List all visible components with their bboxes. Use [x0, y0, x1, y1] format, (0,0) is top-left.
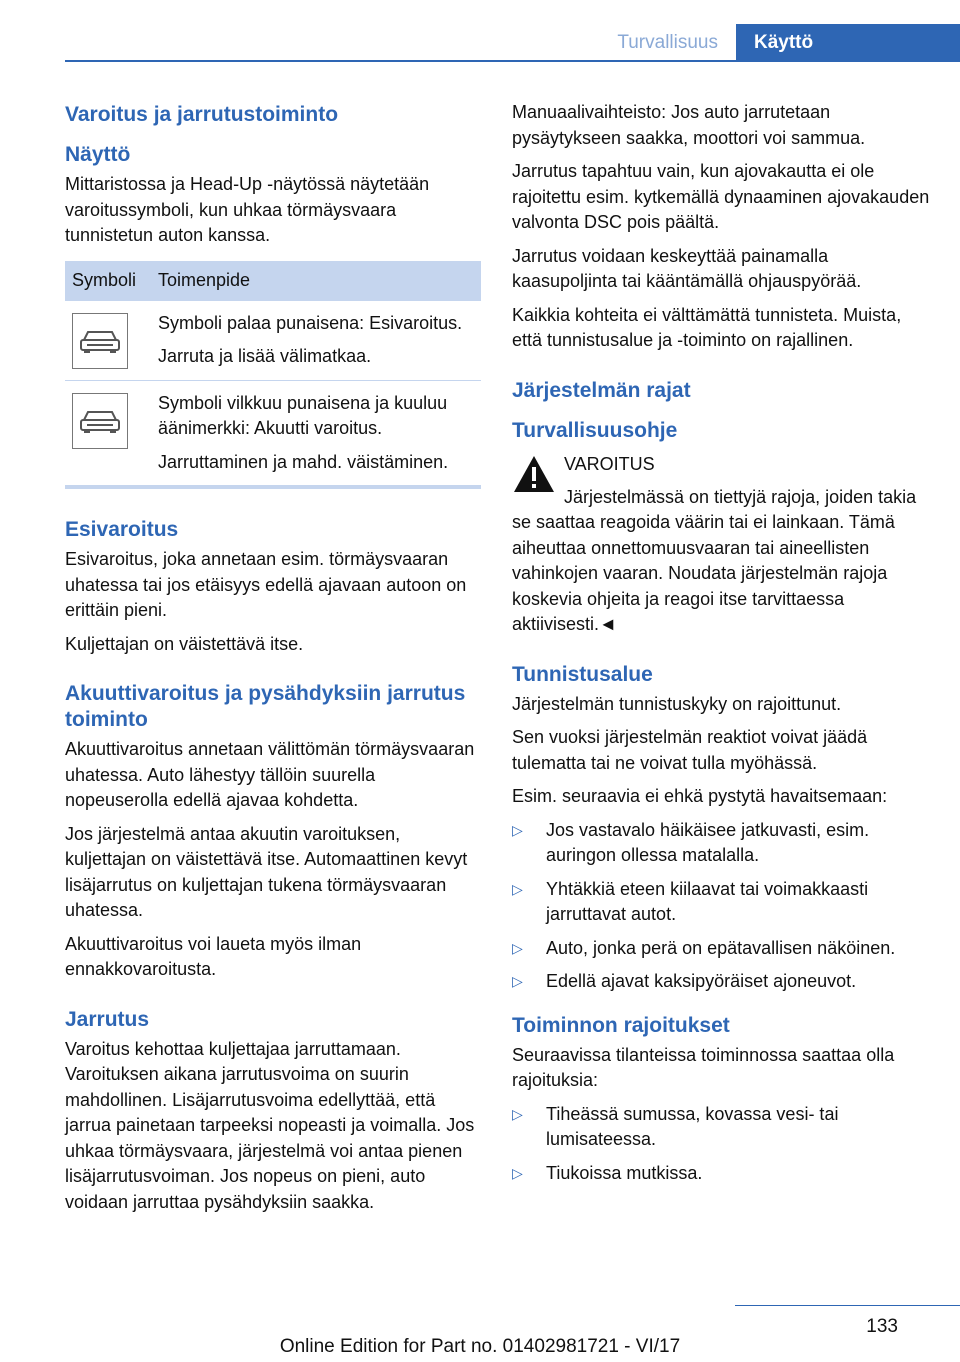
car-warning-icon — [72, 313, 128, 369]
tunnistusalue-p1: Järjestelmän tunnistuskyky on rajoittunut. — [512, 693, 842, 714]
footer-edition: Online Edition for Part no. 01402981721 - VI/17 — [279, 1336, 681, 1357]
akuutti-p3: Akuuttivaroitus voi laueta myös ilman ennakkovaroitusta. — [65, 933, 362, 979]
list-item: ▷ Tiukoissa mutkissa. — [512, 1161, 930, 1187]
right-p4: Kaikkia kohteita ei välttämättä tunnisteta. Muista, että tunnistusalue ja -toiminto on rajallinen. — [512, 304, 902, 350]
table-row-text: Symboli palaa punaisena: Esivaroitus. — [158, 312, 463, 333]
symbol-table — [65, 261, 481, 490]
left-column — [65, 100, 481, 1223]
table-header-action: Toimenpide — [151, 261, 481, 301]
list-item: ▷ Tiheässä sumussa, kovassa vesi- tai lumisateessa. — [512, 1103, 839, 1149]
tunnistusalue-p3: Esim. seuraavia ei ehkä pystytä havaitsemaan: — [512, 786, 888, 806]
bullet-arrow-icon: ▷ — [512, 1105, 523, 1122]
page-header — [65, 24, 960, 62]
esivaroitus-p1: Esivaroitus, joka annetaan esim. törmäysvaaran uhatessa tai jos etäisyys edellä ajavaan autoon on erittäin pieni. — [65, 549, 467, 620]
table-header-symbol: Symboli — [65, 261, 151, 301]
tunnistusalue-heading: Tunnistusalue — [512, 662, 653, 686]
naytto-heading: Näyttö — [65, 143, 131, 166]
esivaroitus-heading: Esivaroitus — [65, 518, 179, 541]
tunnistusalue-list — [512, 818, 930, 995]
jarrutus-p1: Varoitus kehottaa kuljettajaa jarruttamaan. Varoituksen aikana jarrutusvoima on suurin mahdollinen. Lisäjarrutusvoima edellyttää, että jarrua painetaan tarpeeksi nopeasti ja voimalla. Jos uhkaa törmäysvaara, järjestelmä voi antaa pienen lisäjarrutusvoiman. Jos nopeus on pieni, auto voidaan jarruttaa pysähdyksiin saakka. — [65, 1038, 475, 1212]
rajoitukset-list — [512, 1102, 930, 1187]
car-warning-icon — [72, 393, 128, 449]
jarrutus-heading: Jarrutus — [65, 1007, 150, 1031]
right-p1: Manuaalivaihteisto: Jos auto jarrutetaan pysäytykseen saakka, moottori voi sammua. — [512, 102, 866, 148]
bullet-arrow-icon: ▷ — [512, 821, 523, 838]
akuutti-heading: Akuuttivaroitus ja pysähdyksiin jarrutus toiminto — [65, 682, 466, 731]
header-chapter-tab[interactable]: Käyttö — [736, 24, 960, 62]
table-row-text: Symboli vilkkuu punaisena ja kuuluu äänimerkki: Akuutti varoitus. — [158, 392, 448, 438]
bullet-arrow-icon: ▷ — [512, 880, 523, 897]
warning-text: Järjestelmässä on tiettyjä rajoja, joiden takia se saattaa reagoida väärin tai ei lainkaan. Tämä aiheuttaa onnettomuusvaaran tai aineellisten vahinkojen vaaran. Noudata järjestelmän rajoja koskevia ohjeita ja reagoi itse tarvittaessa aktiivisesti.◄ — [512, 486, 917, 634]
list-item: ▷ Jos vastavalo häikäisee jatkuvasti, esim. auringon ollessa matalalla. — [512, 819, 870, 865]
table-row-text: Jarruttaminen ja mahd. väistäminen. — [158, 451, 449, 472]
warning-block — [512, 452, 930, 638]
bullet-arrow-icon: ▷ — [512, 939, 523, 956]
warning-triangle-icon — [512, 454, 556, 499]
right-p3: Jarrutus voidaan keskeyttää painamalla kaasupoljinta tai kääntämällä ohjauspyörää. — [512, 245, 862, 291]
bullet-arrow-icon: ▷ — [512, 973, 523, 989]
right-column — [512, 100, 930, 1194]
header-rule — [65, 60, 960, 62]
list-item: ▷ Edellä ajavat kaksipyöräiset ajoneuvot. — [512, 969, 930, 995]
turvallisuusohje-heading: Turvallisuusohje — [512, 418, 678, 442]
rajat-title: Järjestelmän rajat — [512, 378, 691, 402]
rajoitukset-heading: Toiminnon rajoitukset — [512, 1013, 730, 1037]
header-section-tab[interactable]: Turvallisuus — [617, 32, 718, 53]
akuutti-p1: Akuuttivaroitus annetaan välittömän törmäysvaaran uhatessa. Auto lähestyy tällöin suurella nopeuserolla edellä ajavaa kohdetta. — [65, 739, 475, 810]
tunnistusalue-p2: Sen vuoksi järjestelmän reaktiot voivat jäädä tulematta tai ne voivat tulla myöhässä. — [512, 727, 868, 773]
bullet-arrow-icon: ▷ — [512, 1164, 523, 1181]
esivaroitus-p2: Kuljettajan on väistettävä itse. — [65, 633, 304, 654]
list-item: ▷ Auto, jonka perä on epätavallisen näköinen. — [512, 936, 930, 962]
table-row-text: Jarruta ja lisää välimatkaa. — [158, 346, 372, 366]
table-row — [65, 301, 481, 381]
page-number: 133 — [866, 1316, 898, 1337]
rajoitukset-p1: Seuraavissa tilanteissa toiminnossa saattaa olla rajoituksia: — [512, 1044, 895, 1090]
footer-rule — [735, 1305, 960, 1306]
right-p2: Jarrutus tapahtuu vain, kun ajovakautta ei ole rajoitettu esim. kytkemällä dynaaminen ajovakauden valvonta DSC pois päältä. — [512, 161, 930, 232]
section-title: Varoitus ja jarrutustoiminto — [65, 103, 339, 126]
table-row — [65, 380, 481, 487]
akuutti-p2: Jos järjestelmä antaa akuutin varoituksen, kuljettajan on väistettävä itse. Automaattinen kevyt lisäjarrutus on kuljettajan tukena törmäysvaaran uhatessa. — [65, 823, 468, 920]
warning-label: VAROITUS — [564, 453, 655, 474]
list-item: ▷ Yhtäkkiä eteen kiilaavat tai voimakkaasti jarruttavat autot. — [512, 878, 869, 924]
naytto-text: Mittaristossa ja Head-Up -näytössä näytetään varoitussymboli, kun uhkaa törmäysvaara tunnistetun auton kanssa. — [65, 174, 430, 245]
